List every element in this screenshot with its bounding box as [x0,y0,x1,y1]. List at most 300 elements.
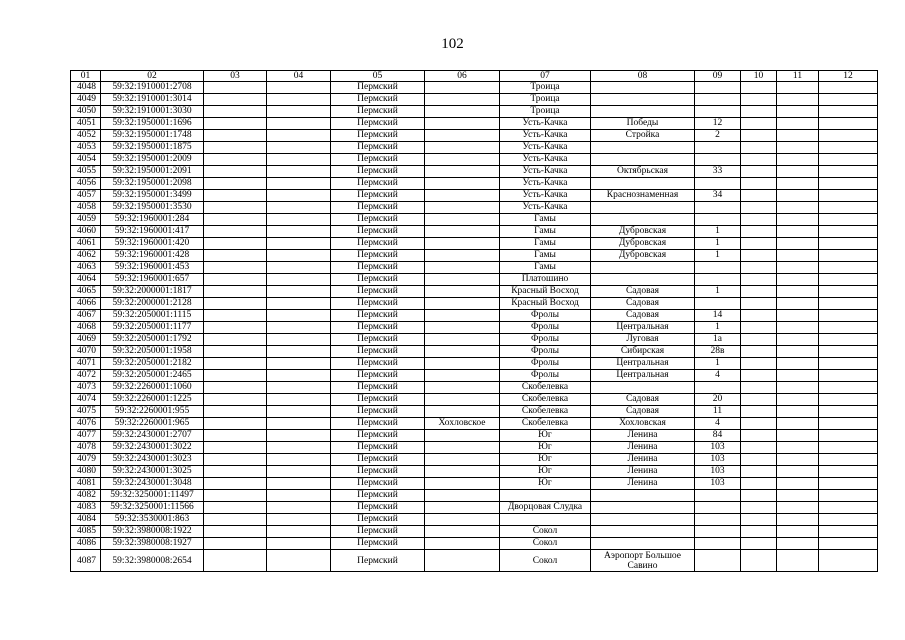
table-cell [777,298,819,310]
table-cell [591,142,695,154]
table-cell: 4060 [71,226,101,238]
table-cell [425,178,500,190]
table-cell: Садовая [591,298,695,310]
table-cell: Юг [500,466,591,478]
table-cell [425,406,500,418]
table-cell: 4065 [71,286,101,298]
table-cell: 59:32:2050001:1958 [101,346,204,358]
table-cell [819,514,878,526]
table-cell [204,286,267,298]
table-cell: Пермский [331,490,425,502]
table-cell: Дворцовая Слудка [500,502,591,514]
table-cell [777,430,819,442]
table-row [71,358,878,370]
table-cell [425,346,500,358]
table-cell [425,526,500,538]
table-cell: 4084 [71,514,101,526]
column-header: 07 [500,71,591,82]
table-cell [819,166,878,178]
table-cell [591,514,695,526]
table-cell: Фролы [500,322,591,334]
table-cell: Пермский [331,310,425,322]
table-cell [819,502,878,514]
table-cell [819,298,878,310]
table-cell [741,454,777,466]
table-cell [267,334,331,346]
table-cell [777,190,819,202]
table-cell: Садовая [591,406,695,418]
table-cell: Пермский [331,250,425,262]
table-cell [741,538,777,550]
table-cell: Пермский [331,502,425,514]
table-cell [741,298,777,310]
table-cell: Пермский [331,406,425,418]
table-cell [695,526,741,538]
table-cell [777,274,819,286]
table-cell [267,406,331,418]
table-cell [425,310,500,322]
table-cell [741,130,777,142]
table-cell [204,94,267,106]
table-row [71,130,878,142]
table-cell [425,214,500,226]
table-cell [777,82,819,94]
table-cell [819,430,878,442]
table-cell: 59:32:2000001:2128 [101,298,204,310]
table-cell [425,442,500,454]
table-cell: 1 [695,226,741,238]
table-cell: 4075 [71,406,101,418]
table-cell: Юг [500,442,591,454]
table-cell: Сокол [500,538,591,550]
table-cell: 59:32:2050001:1792 [101,334,204,346]
table-cell [267,370,331,382]
table-cell: Краснознаменная [591,190,695,202]
table-cell: 59:32:2430001:3022 [101,442,204,454]
table-cell: 2 [695,130,741,142]
table-cell: Пермский [331,382,425,394]
table-cell [819,454,878,466]
table-cell [741,406,777,418]
table-cell [819,238,878,250]
table-cell [777,154,819,166]
table-cell: 59:32:2050001:1177 [101,322,204,334]
table-cell [204,202,267,214]
table-cell [741,466,777,478]
table-cell: Усть-Качка [500,178,591,190]
table-row [71,190,878,202]
table-cell [695,550,741,572]
table-cell [425,94,500,106]
table-cell: 4066 [71,298,101,310]
table-row [71,430,878,442]
table-cell: Троица [500,94,591,106]
table-cell [204,538,267,550]
table-cell [695,142,741,154]
table-cell: 4081 [71,478,101,490]
column-header: 09 [695,71,741,82]
table-cell: 4054 [71,154,101,166]
table-cell: 4086 [71,538,101,550]
table-cell: 4071 [71,358,101,370]
table-row [71,262,878,274]
table-cell: Пермский [331,298,425,310]
table-cell [267,466,331,478]
table-cell: Дубровская [591,238,695,250]
table-cell [695,154,741,166]
table-cell [591,94,695,106]
table-row [71,142,878,154]
table-cell: 59:32:1950001:1875 [101,142,204,154]
table-cell [204,274,267,286]
table-cell [267,286,331,298]
table-cell [204,526,267,538]
table-cell [267,382,331,394]
table-cell: Пермский [331,418,425,430]
table-cell [777,130,819,142]
column-header: 01 [71,71,101,82]
table-cell [819,382,878,394]
table-cell [267,358,331,370]
table-cell: 59:32:1950001:2091 [101,166,204,178]
table-cell [204,430,267,442]
table-cell [777,382,819,394]
table-cell [777,526,819,538]
table-cell: Октябрьская [591,166,695,178]
table-cell: 59:32:2260001:1225 [101,394,204,406]
table-row [71,202,878,214]
table-cell: 59:32:1910001:3030 [101,106,204,118]
table-cell [819,490,878,502]
table-cell: Пермский [331,118,425,130]
table-cell: Пермский [331,394,425,406]
table-cell [425,490,500,502]
table-cell: 4057 [71,190,101,202]
table-cell [591,274,695,286]
table-cell [777,286,819,298]
table-cell [819,190,878,202]
table-cell [777,394,819,406]
table-cell: 20 [695,394,741,406]
table-cell: Хохловское [425,418,500,430]
table-cell: 12 [695,118,741,130]
table-cell [741,370,777,382]
table-cell [267,202,331,214]
table-cell: Ленина [591,442,695,454]
table-cell [695,382,741,394]
table-cell: 4069 [71,334,101,346]
table-cell: Скобелевка [500,382,591,394]
table-cell: 103 [695,454,741,466]
table-cell: Ленина [591,430,695,442]
table-cell [267,178,331,190]
table-cell: Пермский [331,478,425,490]
table-cell [425,250,500,262]
table-cell [777,346,819,358]
table-cell [204,262,267,274]
table-row [71,94,878,106]
table-cell [819,538,878,550]
table-cell: Пермский [331,514,425,526]
table-cell [819,286,878,298]
table-cell: Пермский [331,166,425,178]
table-cell [204,238,267,250]
table-cell: 4055 [71,166,101,178]
table-cell [819,82,878,94]
table-cell: Хохловская [591,418,695,430]
table-cell [695,82,741,94]
table-cell [267,538,331,550]
table-cell [267,430,331,442]
table-cell [741,442,777,454]
table-row [71,118,878,130]
table-row [71,490,878,502]
table-cell [267,310,331,322]
table-cell [204,118,267,130]
table-row [71,514,878,526]
table-cell: Троица [500,82,591,94]
table-cell [267,82,331,94]
table-cell [204,454,267,466]
table-cell [204,226,267,238]
table-cell [425,430,500,442]
table-cell: Пермский [331,466,425,478]
table-cell [425,394,500,406]
table-cell: 59:32:1960001:453 [101,262,204,274]
table-cell [204,106,267,118]
table-cell: 59:32:3980008:1927 [101,538,204,550]
table-cell [819,370,878,382]
table-row [71,274,878,286]
table-cell: 34 [695,190,741,202]
table-cell [591,382,695,394]
table-cell: 4063 [71,262,101,274]
table-cell [425,118,500,130]
table-cell [819,178,878,190]
table-row [71,538,878,550]
table-cell [267,526,331,538]
table-row [71,346,878,358]
table-cell [591,526,695,538]
table-cell [591,262,695,274]
table-cell: 33 [695,166,741,178]
table-cell: Садовая [591,286,695,298]
table-cell [695,214,741,226]
table-row [71,298,878,310]
table-cell: 59:32:1960001:420 [101,238,204,250]
table-cell: Троица [500,106,591,118]
table-row [71,286,878,298]
table-cell [204,550,267,572]
table-cell [777,370,819,382]
table-cell: Пермский [331,274,425,286]
table-cell [204,478,267,490]
table-cell: 59:32:3250001:11497 [101,490,204,502]
table-cell: Гамы [500,238,591,250]
table-cell [591,502,695,514]
table-cell [777,250,819,262]
table-cell: 4085 [71,526,101,538]
table-cell: 103 [695,466,741,478]
table-cell [819,310,878,322]
column-header: 05 [331,71,425,82]
table-cell: 59:32:2050001:2182 [101,358,204,370]
table-cell: 4062 [71,250,101,262]
table-cell: 59:32:1950001:2009 [101,154,204,166]
table-cell [267,154,331,166]
table-cell: Пермский [331,178,425,190]
table-cell [777,358,819,370]
table-cell [425,478,500,490]
table-cell [819,262,878,274]
table-cell [425,154,500,166]
table-cell: 1 [695,238,741,250]
table-cell [425,262,500,274]
table-cell [695,262,741,274]
table-cell [777,478,819,490]
table-cell: Усть-Качка [500,130,591,142]
table-cell [695,490,741,502]
table-cell: 4087 [71,550,101,572]
table-cell [777,178,819,190]
table-cell [777,334,819,346]
table-cell [819,346,878,358]
table-cell: Фролы [500,358,591,370]
table-row [71,478,878,490]
table-cell [819,274,878,286]
table-cell [819,478,878,490]
table-cell: 59:32:1950001:1748 [101,130,204,142]
table-cell [591,538,695,550]
table-cell: Пермский [331,526,425,538]
table-cell: Гамы [500,262,591,274]
table-cell: 4080 [71,466,101,478]
table-cell [267,130,331,142]
table-row [71,442,878,454]
table-cell [741,346,777,358]
table-cell [741,310,777,322]
table-cell [500,490,591,502]
table-cell: 59:32:1910001:3014 [101,94,204,106]
table-cell [695,502,741,514]
table-cell [267,94,331,106]
table-cell [267,166,331,178]
table-cell: 4073 [71,382,101,394]
table-cell [591,178,695,190]
table-cell: 4067 [71,310,101,322]
table-cell [741,478,777,490]
table-cell [741,214,777,226]
table-cell: Пермский [331,430,425,442]
table-cell [204,322,267,334]
table-cell: 59:32:1960001:284 [101,214,204,226]
table-cell [267,226,331,238]
table-cell [741,226,777,238]
table-cell: Пермский [331,214,425,226]
table-cell [591,202,695,214]
table-cell [267,274,331,286]
table-cell [204,406,267,418]
table-cell: Фролы [500,346,591,358]
table-cell [695,94,741,106]
table-cell: 1 [695,322,741,334]
table-cell [777,310,819,322]
table-cell: 59:32:2000001:1817 [101,286,204,298]
table-cell: Победы [591,118,695,130]
table-cell [267,322,331,334]
table-cell: Пермский [331,358,425,370]
table-cell: 4079 [71,454,101,466]
table-cell [777,118,819,130]
table-cell: 1а [695,334,741,346]
table-cell [777,94,819,106]
column-header: 03 [204,71,267,82]
table-cell [267,250,331,262]
table-cell: Луговая [591,334,695,346]
table-cell: 4076 [71,418,101,430]
table-cell [204,346,267,358]
table-row [71,370,878,382]
table-cell [267,142,331,154]
column-header: 08 [591,71,695,82]
table-cell [267,298,331,310]
table-cell [819,106,878,118]
table-cell [425,538,500,550]
table-cell [204,178,267,190]
table-cell: Пермский [331,346,425,358]
column-header: 06 [425,71,500,82]
table-cell [204,418,267,430]
table-cell [425,82,500,94]
table-cell: Юг [500,454,591,466]
table-cell [267,118,331,130]
table-cell: Пермский [331,238,425,250]
table-cell [741,550,777,572]
table-cell: Пермский [331,334,425,346]
table-row [71,166,878,178]
table-cell: Стройка [591,130,695,142]
table-cell: Усть-Качка [500,190,591,202]
table-cell [819,214,878,226]
table-cell: Дубровская [591,250,695,262]
table-cell [819,202,878,214]
table-cell [695,106,741,118]
table-row [71,502,878,514]
table-cell [741,262,777,274]
table-cell: Фролы [500,370,591,382]
table-cell [267,106,331,118]
table-cell [695,514,741,526]
table-cell [267,442,331,454]
table-cell [819,442,878,454]
table-cell [741,82,777,94]
table-cell [204,382,267,394]
table-row [71,238,878,250]
table-row [71,322,878,334]
table-cell: 4 [695,418,741,430]
table-cell [819,94,878,106]
table-cell [695,178,741,190]
table-cell [425,286,500,298]
table-cell: 59:32:2430001:2707 [101,430,204,442]
table-cell [741,430,777,442]
table-cell [425,550,500,572]
table-cell: Усть-Качка [500,118,591,130]
table-cell: Дубровская [591,226,695,238]
table-cell [819,142,878,154]
table-cell [695,538,741,550]
table-cell [741,142,777,154]
